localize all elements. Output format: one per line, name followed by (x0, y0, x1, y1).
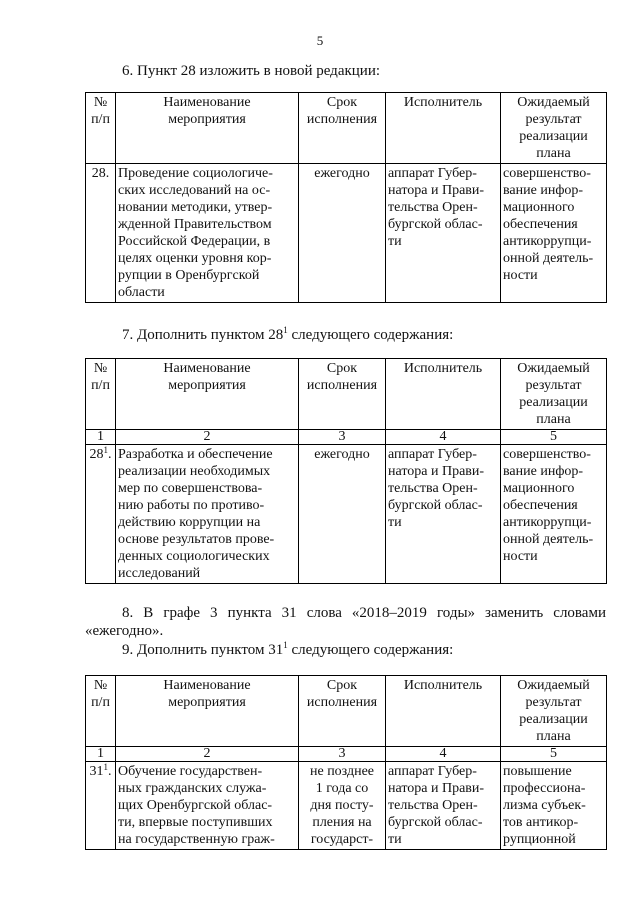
table-item-28 (85, 92, 607, 303)
column-number: 4 (386, 747, 501, 762)
section-7-text (122, 326, 453, 344)
row-number (86, 762, 116, 850)
row-name: Проведение социологиче- ских исследований на ос- новании методики, утвер- жденной Правительством Российской Федерации, в целях оценки уровня кор- рупции в Оренбургской области (116, 164, 299, 303)
table-row (86, 445, 607, 584)
header-executor: Исполнитель (386, 359, 501, 430)
row-number-main: 31 (89, 764, 104, 779)
header-name: Наименование мероприятия (116, 359, 299, 430)
row-number-suffix: . (108, 764, 112, 779)
page-number: 5 (316, 33, 324, 48)
header-no: № п/п (86, 359, 116, 430)
table-header-row (86, 676, 607, 747)
section-8-text: 8. В графе 3 пункта 31 слова «2018–2019 годы» заменить словами «ежегодно». (85, 605, 606, 639)
table-item-31-1 (85, 675, 607, 850)
row-term: не позднее 1 года со дня посту- пления на государст- (299, 762, 386, 850)
row-name: Разработка и обеспечение реализации необходимых мер по совершенствова- нию работы по противо- действию коррупции на основе результатов прове- денных социологических исследований (116, 445, 299, 584)
section-9-text-after: следующего содержания: (287, 642, 454, 658)
table-item-28-1 (85, 358, 607, 584)
header-term: Срок исполнения (299, 93, 386, 164)
row-executor: аппарат Губер- натора и Прави- тельства Орен- бургской облас- ти (386, 445, 501, 584)
section-9-text-before: 9. Дополнить пунктом 31 (122, 642, 284, 658)
table-row (86, 762, 607, 850)
row-number: 28. (86, 164, 116, 303)
column-number: 1 (86, 430, 116, 445)
header-result: Ожидаемый результат реализации плана (501, 359, 607, 430)
row-name: Обучение государствен- ных гражданских служа- щих Оренбургской облас- ти, впервые поступивших на государственную граж- (116, 762, 299, 850)
column-number-row (86, 430, 607, 445)
header-executor: Исполнитель (386, 93, 501, 164)
header-result: Ожидаемый результат реализации плана (501, 676, 607, 747)
header-term: Срок исполнения (299, 676, 386, 747)
table-row (86, 164, 607, 303)
header-name: Наименование мероприятия (116, 676, 299, 747)
column-number: 4 (386, 430, 501, 445)
row-number-superscript: 1 (103, 445, 108, 455)
table-header-row (86, 359, 607, 430)
column-number: 1 (86, 747, 116, 762)
header-name: Наименование мероприятия (116, 93, 299, 164)
column-number: 2 (116, 747, 299, 762)
column-number: 5 (501, 430, 607, 445)
row-executor: аппарат Губер- натора и Прави- тельства Орен- бургской облас- ти (386, 164, 501, 303)
section-7-superscript: 1 (283, 325, 288, 335)
row-term: ежегодно (299, 445, 386, 584)
row-result: повышение профессиона- лизма субъек- тов антикор- рупционной (501, 762, 607, 850)
header-no: № п/п (86, 676, 116, 747)
column-number: 2 (116, 430, 299, 445)
row-number (86, 445, 116, 584)
row-number-suffix: . (108, 447, 112, 462)
header-no: № п/п (86, 93, 116, 164)
row-result: совершенство- вание инфор- мационного обеспечения антикоррупци- онной деятель- ности (501, 445, 607, 584)
column-number: 3 (299, 430, 386, 445)
row-number-superscript: 1 (103, 762, 108, 772)
header-result: Ожидаемый результат реализации плана (501, 93, 607, 164)
row-number-main: 28 (89, 447, 104, 462)
section-7-text-after: следующего содержания: (287, 327, 454, 343)
section-7-text-before: 7. Дополнить пунктом 28 (122, 327, 284, 343)
row-result: совершенство- вание инфор- мационного обеспечения антикоррупци- онной деятель- ности (501, 164, 607, 303)
row-executor: аппарат Губер- натора и Прави- тельства Орен- бургской облас- ти (386, 762, 501, 850)
section-9-superscript: 1 (283, 640, 288, 650)
column-number: 5 (501, 747, 607, 762)
section-6-text: 6. Пункт 28 изложить в новой редакции: (122, 63, 381, 79)
table-header-row (86, 93, 607, 164)
header-executor: Исполнитель (386, 676, 501, 747)
section-9-text (122, 641, 453, 659)
column-number-row (86, 747, 607, 762)
column-number: 3 (299, 747, 386, 762)
header-term: Срок исполнения (299, 359, 386, 430)
row-term: ежегодно (299, 164, 386, 303)
